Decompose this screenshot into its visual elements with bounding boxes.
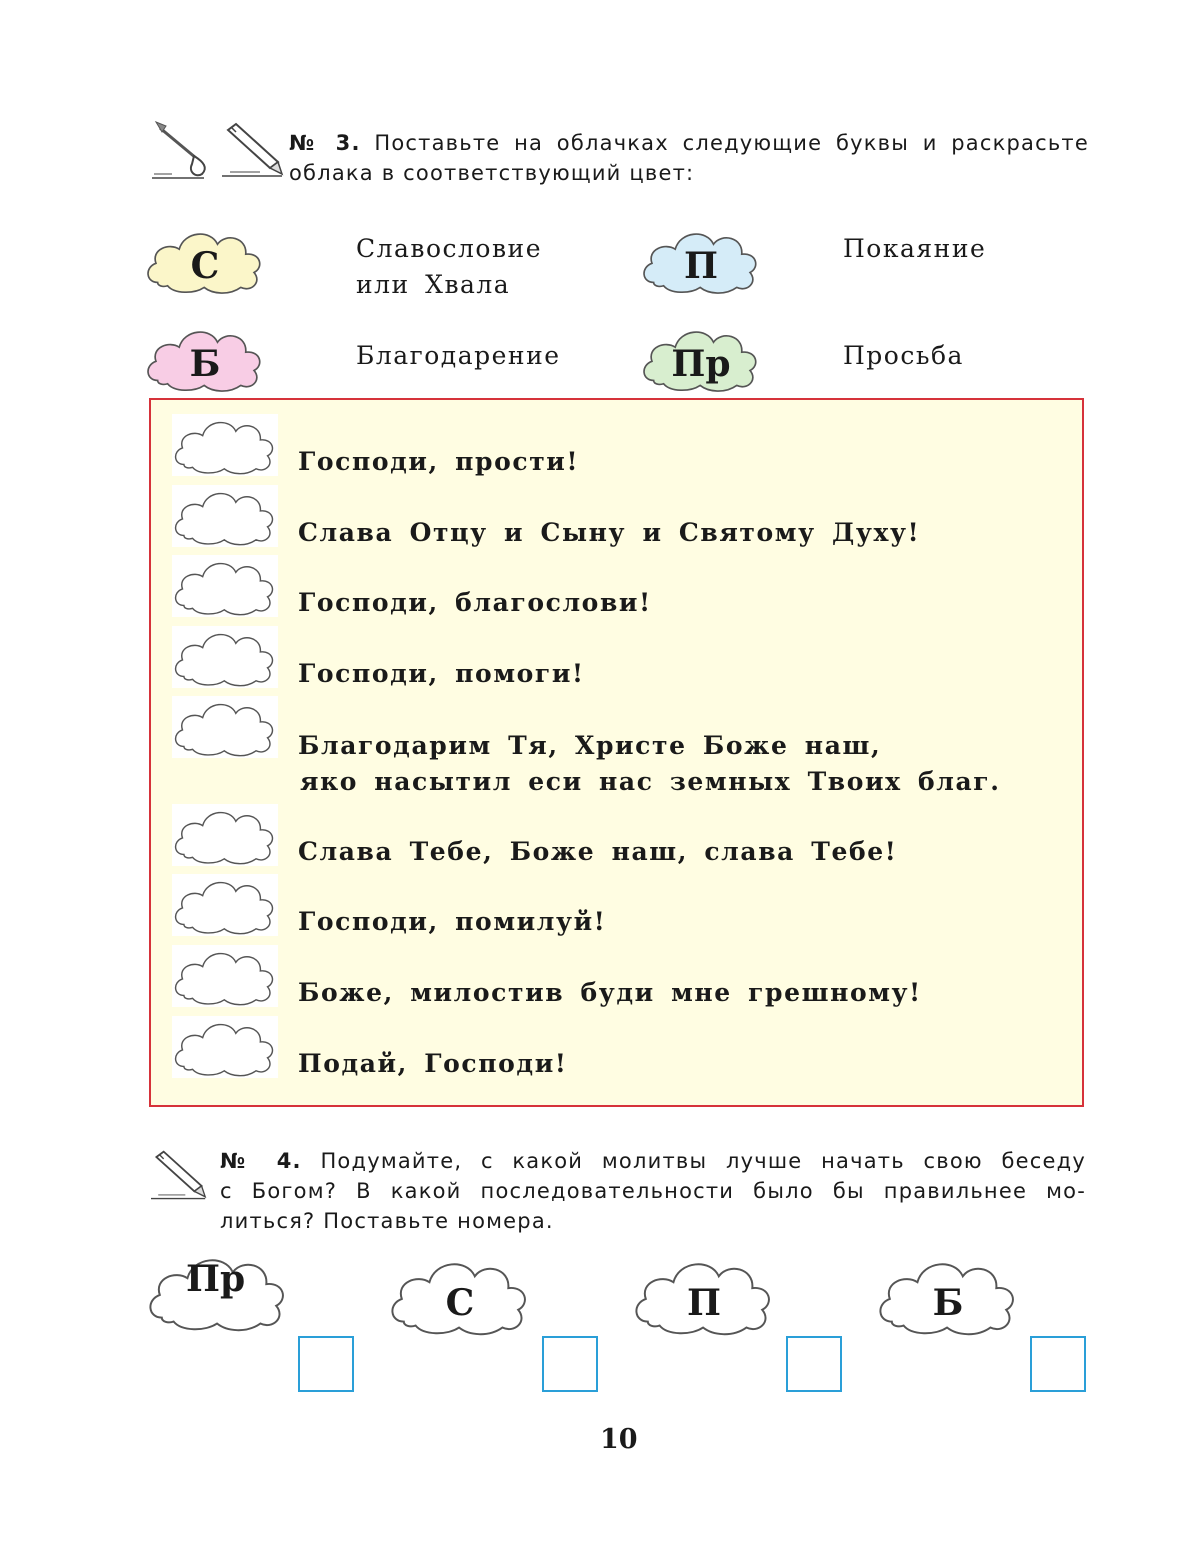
empty-cloud[interactable]: [172, 626, 278, 688]
empty-cloud[interactable]: [172, 414, 278, 476]
task4-instructions: [220, 1146, 1086, 1236]
task4-line2: с Богом? В какой последовательности было бы правильнее мо-: [220, 1179, 1086, 1203]
legend-letter: С: [190, 245, 220, 287]
order-cloud: [148, 1248, 288, 1334]
answer-box[interactable]: [542, 1336, 598, 1392]
task3-line2: облака в соответствующий цвет:: [289, 161, 695, 185]
legend-cloud-s: [146, 222, 264, 298]
legend-label-pr: Просьба: [843, 341, 964, 370]
answer-box[interactable]: [298, 1336, 354, 1392]
legend-letter: Пр: [671, 343, 731, 385]
prayer-row: [172, 874, 1072, 944]
empty-cloud[interactable]: [172, 485, 278, 547]
prayer-row: [172, 485, 1072, 555]
order-letter: П: [687, 1282, 721, 1324]
task4-number: № 4.: [220, 1149, 302, 1173]
legend-cloud-pr: [642, 320, 760, 396]
empty-cloud[interactable]: [172, 1016, 278, 1078]
prayer-text: Подай, Господи!: [298, 1049, 568, 1078]
pencil-icon: [222, 120, 284, 182]
legend-cloud-p: [642, 222, 760, 298]
prayer-text: Благодарим Тя, Христе Боже наш,: [298, 731, 882, 760]
prayer-text: Господи, прости!: [298, 447, 580, 476]
prayer-text: Боже, милостив буди мне грешному!: [298, 978, 922, 1007]
task4-icons: [148, 1148, 212, 1204]
order-letter: С: [445, 1282, 475, 1324]
task3-icons: [152, 118, 284, 182]
empty-cloud[interactable]: [172, 696, 278, 758]
legend-label-p: Покаяние: [843, 234, 987, 263]
order-cloud: [390, 1252, 530, 1338]
prayer-row: [172, 804, 1072, 874]
prayer-text: Господи, помоги!: [298, 659, 585, 688]
task3-instructions: [289, 128, 1089, 188]
order-letter: Б: [932, 1282, 964, 1324]
empty-cloud[interactable]: [172, 874, 278, 936]
prayer-row: [172, 696, 1072, 802]
order-cloud: [634, 1252, 774, 1338]
prayer-text-line2: яко насытил еси нас земных Твоих благ.: [300, 767, 1001, 796]
prayer-row: [172, 1016, 1072, 1086]
order-cloud: [878, 1252, 1018, 1338]
task4-line3: литься? Поставьте номера.: [220, 1209, 554, 1233]
empty-cloud[interactable]: [172, 555, 278, 617]
order-letter: Пр: [186, 1258, 246, 1300]
prayer-row: [172, 555, 1072, 625]
task3-number: № 3.: [289, 131, 361, 155]
empty-cloud[interactable]: [172, 945, 278, 1007]
answer-box[interactable]: [786, 1336, 842, 1392]
legend-label-b: Благодарение: [356, 341, 561, 370]
legend-label-s: Славословие или Хвала: [356, 234, 543, 299]
prayer-text: Господи, помилуй!: [298, 907, 607, 936]
legend-letter: Б: [189, 343, 221, 385]
brush-icon: [152, 118, 214, 180]
legend-cloud-b: [146, 320, 264, 396]
answer-box[interactable]: [1030, 1336, 1086, 1392]
task3-line1: Поставьте на облачках следующие буквы и раскрасьте: [374, 131, 1089, 155]
prayer-row: [172, 626, 1072, 696]
task4-line1: Подумайте, с какой молитвы лучше начать свою беседу: [320, 1149, 1086, 1173]
page-number: 10: [600, 1424, 638, 1455]
prayer-row: [172, 945, 1072, 1015]
prayer-text: Господи, благослови!: [298, 588, 652, 617]
empty-cloud[interactable]: [172, 804, 278, 866]
prayer-text: Слава Отцу и Сыну и Святому Духу!: [298, 518, 921, 547]
prayer-text: Слава Тебе, Боже наш, слава Тебе!: [298, 837, 898, 866]
prayer-row: [172, 414, 1072, 484]
pencil-icon: [148, 1148, 210, 1204]
legend-letter: П: [684, 245, 718, 287]
